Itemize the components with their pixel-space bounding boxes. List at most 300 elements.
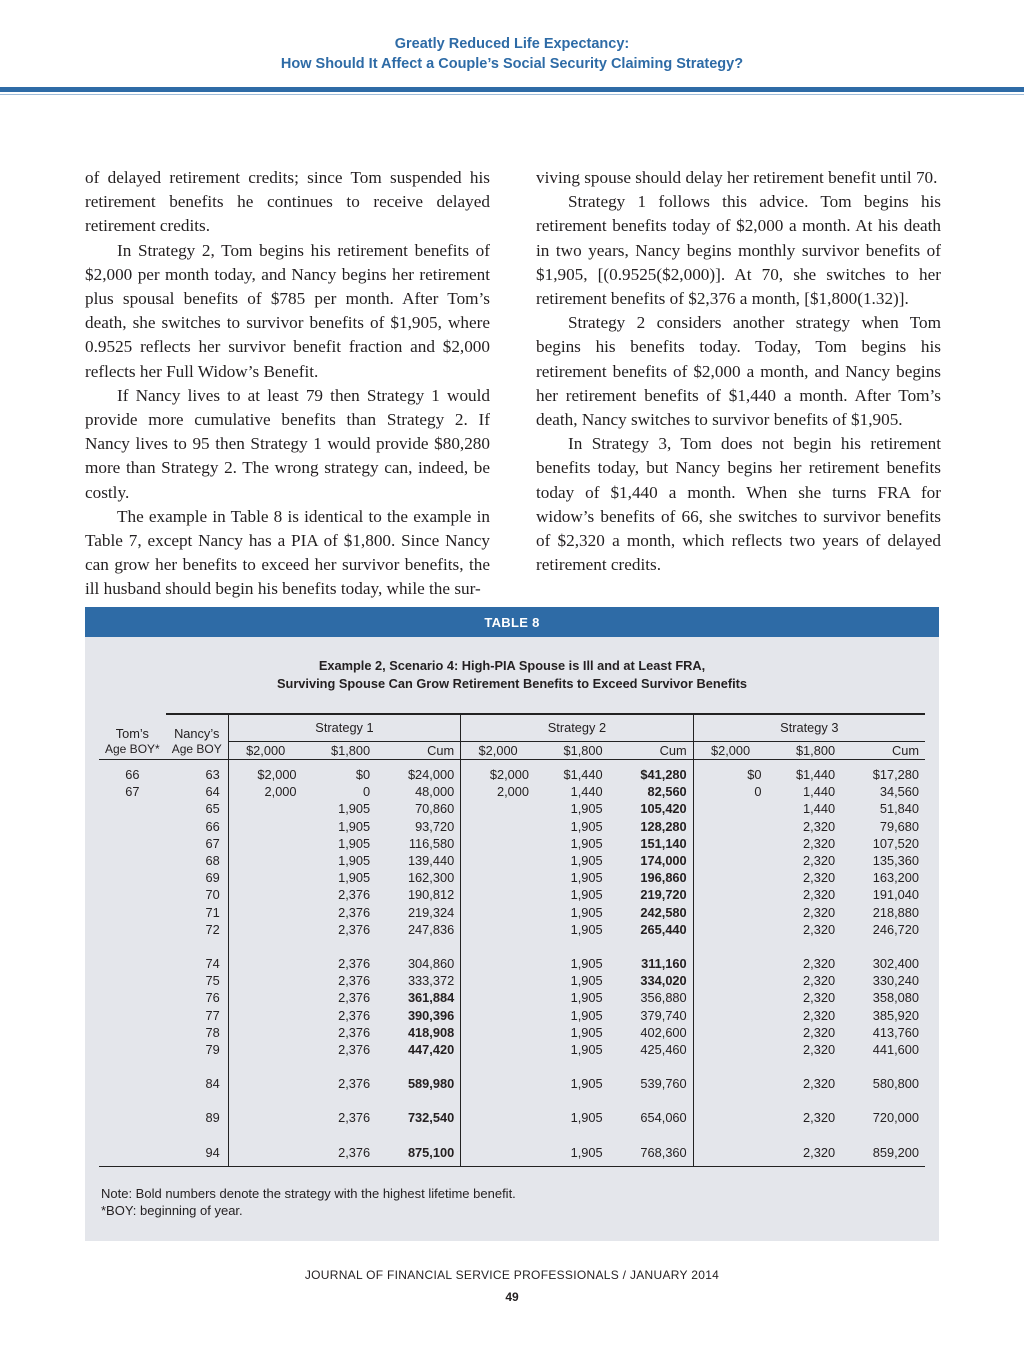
table-row [99,904,925,921]
value-cell: 447,420 [376,1041,461,1058]
spacer-cell [166,1058,229,1075]
spacer-cell [767,938,841,955]
running-header [0,34,1024,74]
toms-age-cell [99,904,166,921]
value-cell: 2,376 [338,973,371,989]
spacer-cell [693,938,767,955]
spacer-cell [609,1092,694,1109]
spacer-cell [166,938,229,955]
value-cell [228,835,302,852]
value-cell: 2,376 [338,1076,371,1092]
value-cell [461,1144,535,1167]
spacer-cell [303,1127,377,1144]
value-cell: 2,376 [303,1144,377,1167]
spacer-cell [693,1092,767,1109]
value-cell: 191,040 [872,887,919,903]
table-row [99,989,925,1006]
value-cell [228,972,302,989]
value-cell: 418,908 [376,1024,461,1041]
value-cell: 2,376 [338,904,371,920]
paragraph: In Strategy 2, Tom begins his retirement benefits of $2,000 per month today, and Nancy begins her retirement plus spousal benefits of $785 per month. After Tom’s death, she switches to survivor benefits of $1,905, where 0.9525 reflects her survivor benefit fraction and $2,000 reflects her Full Widow’s Benefit. [85,240,490,381]
value-cell: 2,376 [338,1024,371,1040]
value-cell: 1,905 [570,990,603,1006]
value-cell [461,869,535,886]
toms-age-cell [99,835,166,852]
nancys-age-cell: 77 [166,1007,229,1024]
value-cell: 1,905 [570,921,603,937]
value-cell: 1,440 [803,801,836,817]
nancys-age-cell: 75 [166,972,229,989]
value-cell: 2,000 [496,784,530,800]
column-header: Cum [609,741,694,759]
spacer-cell [841,1127,925,1144]
nancys-age-label: Nancy’s [166,714,229,741]
spacer-cell [535,1092,609,1109]
spacer-cell [609,1127,694,1144]
value-cell: 1,905 [570,1076,603,1092]
value-cell: 2,320 [803,1007,836,1023]
spacer-cell [376,1092,461,1109]
value-cell [693,800,767,817]
spacer-cell [99,1058,166,1075]
value-cell: 34,560 [879,784,919,800]
nancys-age-sub: Age BOY [166,741,229,759]
column-header: Cum [841,741,925,759]
value-cell: 334,020 [609,972,694,989]
value-cell: 82,560 [609,783,694,800]
value-cell: 2,376 [338,1041,371,1057]
toms-age-cell [99,1109,166,1126]
header-rule [0,87,1024,92]
value-cell: 361,884 [376,989,461,1006]
value-cell: 304,860 [376,955,461,972]
header-line-2: How Should It Affect a Couple’s Social Security Claiming Strategy? [280,56,744,72]
value-cell [693,1024,767,1041]
value-cell [461,904,535,921]
spacer-row [99,938,925,955]
spacer-cell [841,1092,925,1109]
value-cell: $0 [747,766,762,782]
nancys-age-cell: 68 [166,852,229,869]
value-cell: 1,905 [570,904,603,920]
value-cell [228,800,302,817]
nancys-age-cell: 89 [166,1109,229,1126]
value-cell: 2,320 [803,955,836,971]
spacer-cell [693,1058,767,1075]
value-cell [228,852,302,869]
value-cell: 1,905 [338,835,371,851]
value-cell [693,886,767,903]
value-cell [693,852,767,869]
value-cell: 190,812 [376,886,461,903]
value-cell: 732,540 [376,1109,461,1126]
value-cell [693,835,767,852]
value-cell [461,955,535,972]
spacer-cell [228,1058,302,1075]
value-cell: 93,720 [376,818,461,835]
value-cell: 219,720 [609,886,694,903]
spacer-cell [303,938,377,955]
column-header: $2,000 [228,741,302,759]
toms-age-cell [99,1041,166,1058]
table-title [85,657,939,693]
value-cell: 107,520 [872,835,919,851]
toms-age-cell [99,852,166,869]
table-row [99,886,925,903]
toms-age-cell [99,972,166,989]
value-cell: $17,280 [872,766,919,782]
toms-age-cell [99,1024,166,1041]
value-cell: 654,060 [609,1109,694,1126]
value-cell [228,904,302,921]
value-cell [228,921,302,938]
table-row [99,852,925,869]
value-cell: 2,376 [338,1110,371,1126]
column-header: $1,800 [303,741,377,759]
value-cell: 135,360 [872,852,919,868]
spacer-cell [99,938,166,955]
paragraph: If Nancy lives to at least 79 then Strategy 1 would provide more cumulative benefits than Strategy 2. If Nancy lives to 95 then Strategy 1 would provide $80,280 more than Strategy 2. The wrong strategy can, indeed, be costly. [85,385,490,502]
table-row [99,1024,925,1041]
spacer-cell [376,1058,461,1075]
value-cell: 875,100 [376,1144,461,1167]
toms-age-label: Tom’s [115,726,149,742]
spacer-cell [609,1058,694,1075]
column-header: $2,000 [693,741,767,759]
value-cell: 2,376 [338,887,371,903]
value-cell [461,835,535,852]
toms-age-cell [99,921,166,938]
nancys-age-cell: 67 [166,835,229,852]
table-row [99,921,925,938]
value-cell: 70,860 [376,800,461,817]
value-cell: 265,440 [609,921,694,938]
spacer-row [99,1127,925,1144]
value-cell [461,886,535,903]
value-cell: $2,000 [257,766,297,782]
value-cell [228,886,302,903]
value-cell: 441,600 [872,1041,919,1057]
value-cell: 385,920 [872,1007,919,1023]
value-cell: 128,280 [609,818,694,835]
nancys-age-cell: 94 [166,1144,229,1167]
toms-age-cell [99,869,166,886]
header-rule-thin [0,94,1024,95]
value-cell: 0 [363,784,371,800]
toms-age-cell [99,818,166,835]
table-8-panel [85,607,939,1241]
spacer-cell [303,1058,377,1075]
toms-age-cell [99,1007,166,1024]
nancys-age-cell: 72 [166,921,229,938]
value-cell [461,818,535,835]
paragraph: of delayed retirement credits; since Tom suspended his retirement benefits he continues to receive delayed retirement credits. [85,168,490,236]
value-cell: 390,396 [376,1007,461,1024]
value-cell [228,1041,302,1058]
nancys-age-cell: 63 [166,759,229,783]
table-row [99,759,925,783]
value-cell: 2,376 [338,1007,371,1023]
benefits-table [99,713,925,1167]
value-cell: 333,372 [376,972,461,989]
value-cell [461,972,535,989]
value-cell [461,989,535,1006]
column-header: Cum [376,741,461,759]
value-cell: 1,905 [570,801,603,817]
value-cell: 1,905 [570,1024,603,1040]
value-cell: 311,160 [609,955,694,972]
value-cell: 539,760 [609,1075,694,1092]
value-cell [693,921,767,938]
column-header: $2,000 [461,741,535,759]
value-cell [693,904,767,921]
nancys-age-cell: 65 [166,800,229,817]
table-row [99,783,925,800]
value-cell: 1,905 [570,818,603,834]
value-cell: 163,200 [872,870,919,886]
paragraph: Strategy 2 considers another strategy when Tom begins his benefits today. Today, Tom begins his retirement benefits of $2,000 a month, and Nancy begins her retirement benefits of $1,440 a month. After Tom’s death, Nancy switches to survivor benefits of $1,905. [536,313,941,430]
value-cell: 246,720 [872,921,919,937]
value-cell: 1,440 [570,784,603,800]
value-cell: 2,320 [803,990,836,1006]
value-cell [228,955,302,972]
table-row [99,869,925,886]
value-cell: 413,760 [872,1024,919,1040]
strategy-1-header: Strategy 1 [228,714,460,741]
left-column [85,166,490,602]
value-cell: 2,376 [338,990,371,1006]
value-cell: 105,420 [609,800,694,817]
spacer-cell [228,1127,302,1144]
nancys-age-cell: 66 [166,818,229,835]
value-cell: 48,000 [376,783,461,800]
value-cell [461,1024,535,1041]
value-cell: 2,320 [803,1041,836,1057]
value-cell: 1,905 [570,1007,603,1023]
toms-age-cell [99,989,166,1006]
value-cell [693,1075,767,1092]
value-cell [461,921,535,938]
toms-age-sub: Age BOY* [99,741,166,759]
table-row [99,955,925,972]
value-cell: 79,680 [879,818,919,834]
value-cell [228,1075,302,1092]
value-cell: 379,740 [609,1007,694,1024]
value-cell [693,1109,767,1126]
value-cell [228,1144,302,1167]
value-cell: 1,905 [570,973,603,989]
value-cell: 2,320 [803,835,836,851]
right-column [536,166,941,577]
table-row [99,1144,925,1167]
value-cell [461,1007,535,1024]
spacer-cell [609,938,694,955]
value-cell [228,989,302,1006]
note-boy: *BOY: beginning of year. [101,1203,243,1218]
page-number: 49 [505,1290,519,1304]
value-cell: 162,300 [376,869,461,886]
nancys-age-cell: 70 [166,886,229,903]
table-row [99,1075,925,1092]
value-cell [461,1075,535,1092]
spacer-cell [767,1058,841,1075]
toms-age-cell [99,1144,166,1167]
value-cell: 356,880 [609,989,694,1006]
value-cell [693,955,767,972]
value-cell: 2,320 [803,1024,836,1040]
table-row [99,835,925,852]
value-cell: 196,860 [609,869,694,886]
value-cell: 219,324 [376,904,461,921]
value-cell: 2,320 [767,1144,841,1167]
value-cell: $1,440 [563,766,603,782]
note-bold: Note: Bold numbers denote the strategy with the highest lifetime benefit. [101,1186,516,1201]
value-cell: 1,905 [535,1144,609,1167]
value-cell: 330,240 [872,973,919,989]
value-cell: 1,905 [338,801,371,817]
value-cell [693,869,767,886]
value-cell: 174,000 [609,852,694,869]
value-cell: 1,905 [570,852,603,868]
spacer-cell [461,1127,535,1144]
spacer-cell [166,1127,229,1144]
value-cell: 768,360 [609,1144,694,1167]
toms-age-cell [99,1075,166,1092]
value-cell: 1,905 [570,1110,603,1126]
value-cell: 2,320 [803,973,836,989]
spacer-cell [99,1092,166,1109]
value-cell: 2,320 [803,1076,836,1092]
table-body [99,759,925,1166]
value-cell: 859,200 [841,1144,925,1167]
toms-age-cell: 66 [125,766,140,782]
spacer-cell [99,1127,166,1144]
value-cell: 0 [754,784,762,800]
value-cell: 242,580 [609,904,694,921]
value-cell: 2,320 [803,1110,836,1126]
table-notes [101,1185,516,1219]
nancys-age-cell: 69 [166,869,229,886]
nancys-age-cell: 78 [166,1024,229,1041]
spacer-cell [461,1058,535,1075]
value-cell: 151,140 [609,835,694,852]
value-cell [693,1007,767,1024]
table-row [99,1041,925,1058]
value-cell [461,852,535,869]
value-cell [228,869,302,886]
table-row [99,800,925,817]
value-cell: 2,320 [803,921,836,937]
value-cell: 51,840 [879,801,919,817]
spacer-cell [767,1092,841,1109]
value-cell [693,1144,767,1167]
value-cell [693,972,767,989]
value-cell: 2,376 [338,921,371,937]
toms-age-cell [99,886,166,903]
value-cell: 2,000 [264,784,297,800]
strategy-2-header: Strategy 2 [461,714,693,741]
table-row [99,972,925,989]
value-cell: 1,905 [570,1041,603,1057]
value-cell: 2,320 [803,852,836,868]
value-cell: 1,905 [570,887,603,903]
paragraph: The example in Table 8 is identical to the example in Table 7, except Nancy has a PIA of $1,800. Since Nancy can grow her benefits to exceed her survivor benefits, the ill husband should begin his benefits today, while the sur- [85,506,490,599]
table-title-line-2: Surviving Spouse Can Grow Retirement Benefits to Exceed Survivor Benefits [276,676,748,691]
value-cell [693,1041,767,1058]
table-row [99,818,925,835]
table-row [99,1109,925,1126]
value-cell: 720,000 [872,1110,919,1126]
value-cell: 218,880 [872,904,919,920]
value-cell: 302,400 [872,955,919,971]
spacer-cell [841,938,925,955]
nancys-age-cell: 79 [166,1041,229,1058]
value-cell: 425,460 [609,1041,694,1058]
spacer-cell [166,1092,229,1109]
value-cell: 1,905 [570,955,603,971]
nancys-age-cell: 71 [166,904,229,921]
table-label: TABLE 8 [85,607,939,637]
value-cell: $2,000 [489,766,530,782]
value-cell: 589,980 [376,1075,461,1092]
value-cell [461,800,535,817]
value-cell: 1,905 [570,835,603,851]
spacer-cell [228,1092,302,1109]
value-cell [228,1109,302,1126]
value-cell: 2,376 [338,955,371,971]
table-title-line-1: Example 2, Scenario 4: High-PIA Spouse is Ill and at Least FRA, [318,658,706,673]
toms-age-cell [99,800,166,817]
value-cell [461,1109,535,1126]
header-line-1: Greatly Reduced Life Expectancy: [394,36,630,52]
value-cell: 1,905 [338,818,371,834]
nancys-age-cell: 84 [166,1075,229,1092]
value-cell [228,1007,302,1024]
value-cell: 1,905 [338,852,371,868]
value-cell: $0 [355,766,371,782]
value-cell: 1,905 [338,870,371,886]
spacer-cell [376,1127,461,1144]
column-header: $1,800 [767,741,841,759]
spacer-cell [228,938,302,955]
spacer-cell [461,938,535,955]
spacer-row [99,1092,925,1109]
value-cell: 1,440 [803,784,836,800]
spacer-cell [767,1127,841,1144]
toms-age-cell [99,955,166,972]
value-cell [461,1041,535,1058]
value-cell: 2,320 [803,870,836,886]
value-cell [693,818,767,835]
column-header: $1,800 [535,741,609,759]
spacer-row [99,1058,925,1075]
value-cell: 2,320 [803,904,836,920]
value-cell: 358,080 [872,990,919,1006]
value-cell: 1,905 [570,870,603,886]
paragraph: In Strategy 3, Tom does not begin his retirement benefits today, but Nancy begins her retirement benefits today of $1,440 a month. When she turns FRA for widow’s benefits of 66, she switches to survivor benefits of $2,320 a month, which reflects two years of delayed retirement credits. [536,434,941,575]
toms-age-cell: 67 [125,784,140,800]
paragraph: Strategy 1 follows this advice. Tom begins his retirement benefits today of $2,000 a month. At his death in two years, Nancy begins monthly survivor benefits of $1,905, [(0.9525($2,000)]. At 70, she switches to her retirement benefits of $2,376 a month, [$1,800(1.32)]. [536,192,941,309]
value-cell: $24,000 [376,759,461,783]
spacer-cell [841,1058,925,1075]
spacer-cell [535,1127,609,1144]
journal-footer: JOURNAL OF FINANCIAL SERVICE PROFESSIONALS / JANUARY 2014 [304,1268,720,1282]
nancys-age-cell: 64 [166,783,229,800]
nancys-age-cell: 74 [166,955,229,972]
value-cell: 247,836 [376,921,461,938]
spacer-cell [535,1058,609,1075]
strategy-3-header: Strategy 3 [693,714,925,741]
